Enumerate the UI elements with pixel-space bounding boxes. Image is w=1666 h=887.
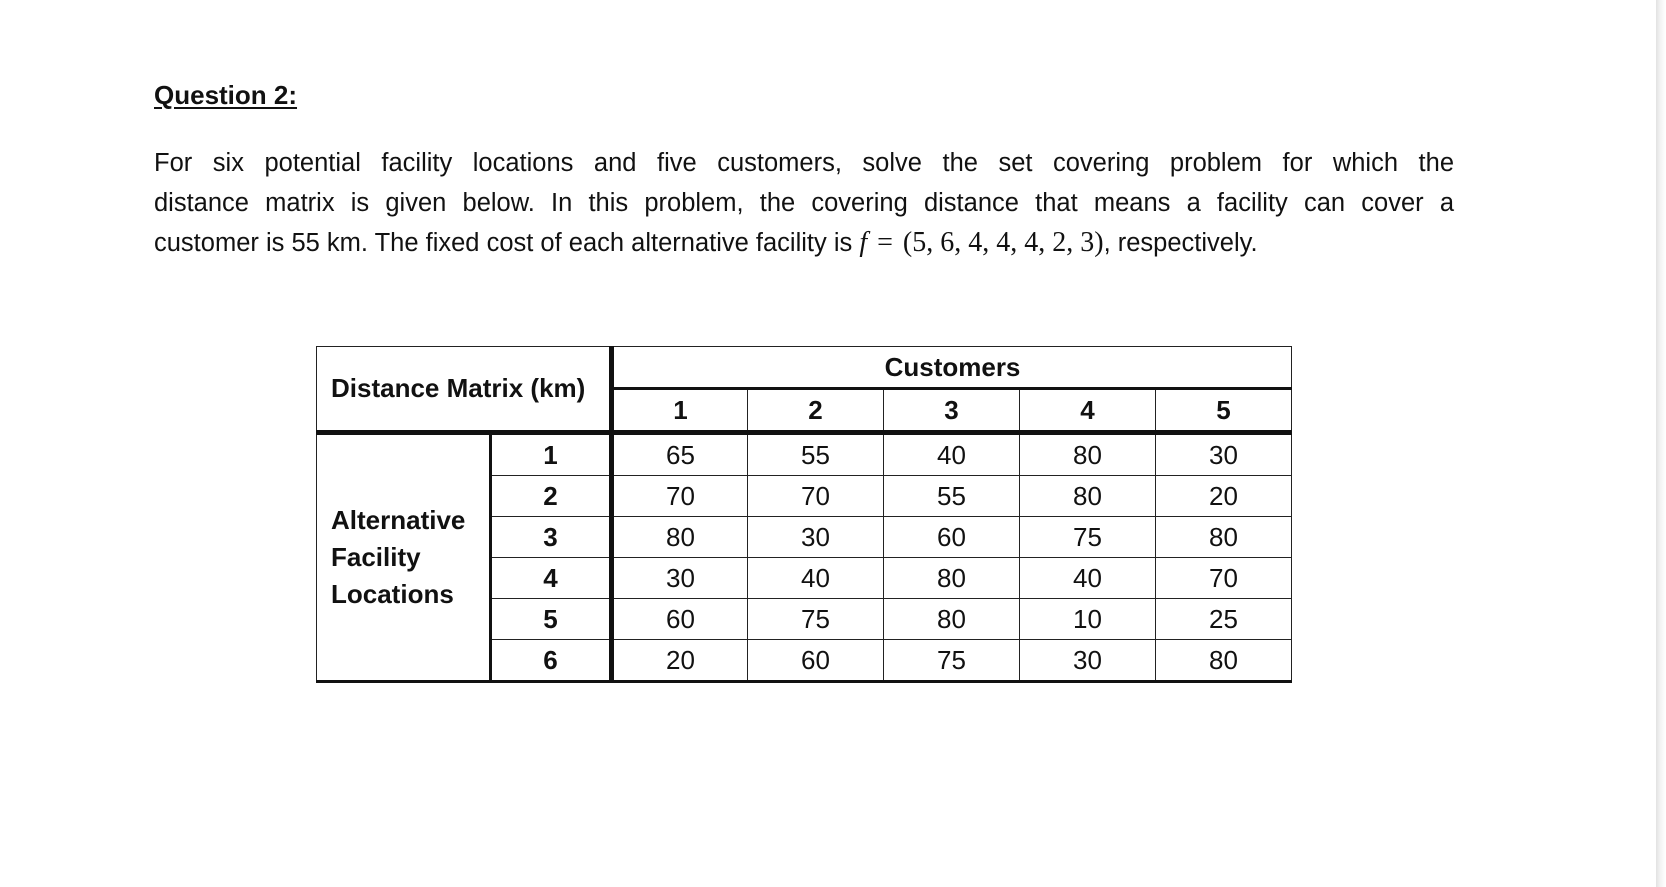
facility-id-1: 1 — [491, 433, 612, 476]
paragraph-line-3-text: customer is 55 km. The fixed cost of each alternative facility is — [154, 229, 860, 257]
distance-cell: 40 — [748, 558, 884, 599]
math-vector: (5, 6, 4, 4, 4, 2, 3) — [902, 227, 1104, 258]
distance-cell: 70 — [748, 476, 884, 517]
table-row — [317, 433, 1292, 476]
facility-id-2: 2 — [491, 476, 612, 517]
row-group-label-word: Locations — [331, 579, 454, 609]
question-paragraph — [154, 143, 1454, 263]
distance-cell: 25 — [1156, 599, 1292, 640]
distance-cell: 10 — [1020, 599, 1156, 640]
question-heading: Question 2: — [154, 80, 298, 110]
paragraph-line-3-end: , respectively. — [1103, 229, 1258, 257]
facility-id-3: 3 — [491, 517, 612, 558]
matrix-corner-label: Distance Matrix (km) — [317, 347, 612, 433]
paragraph-line-3 — [154, 223, 1454, 263]
distance-cell: 60 — [884, 517, 1020, 558]
distance-cell: 75 — [748, 599, 884, 640]
facility-id-6: 6 — [491, 640, 612, 682]
customer-id-2: 2 — [748, 389, 884, 433]
distance-cell: 65 — [612, 433, 748, 476]
distance-cell: 75 — [1020, 517, 1156, 558]
matrix-body — [317, 347, 1292, 682]
distance-cell: 55 — [884, 476, 1020, 517]
distance-matrix-table — [316, 346, 1292, 683]
distance-cell: 80 — [1020, 433, 1156, 476]
distance-cell: 30 — [1020, 640, 1156, 682]
page-edge-shadow — [1656, 0, 1666, 887]
paragraph-line-2: distance matrix is given below. In this problem, the covering distance that means a facility can cover a — [154, 189, 1454, 217]
math-equals: = — [877, 227, 893, 258]
distance-cell: 20 — [1156, 476, 1292, 517]
distance-cell: 80 — [1020, 476, 1156, 517]
customer-id-5: 5 — [1156, 389, 1292, 433]
paragraph-line-1: For six potential facility locations and five customers, solve the set covering problem for which the — [154, 149, 1454, 177]
distance-cell: 40 — [884, 433, 1020, 476]
distance-cell: 80 — [884, 599, 1020, 640]
distance-cell: 30 — [1156, 433, 1292, 476]
distance-cell: 80 — [884, 558, 1020, 599]
row-group-label-word: Facility — [331, 542, 421, 572]
distance-cell: 30 — [612, 558, 748, 599]
customers-header: Customers — [612, 347, 1292, 389]
distance-cell: 80 — [612, 517, 748, 558]
row-group-label-word: Alternative — [331, 505, 466, 535]
customer-id-4: 4 — [1020, 389, 1156, 433]
customer-id-3: 3 — [884, 389, 1020, 433]
distance-cell: 70 — [1156, 558, 1292, 599]
distance-cell: 60 — [612, 599, 748, 640]
fixed-cost-formula — [859, 227, 1103, 258]
customer-id-1: 1 — [612, 389, 748, 433]
distance-cell: 60 — [748, 640, 884, 682]
facility-id-4: 4 — [491, 558, 612, 599]
distance-cell: 30 — [748, 517, 884, 558]
distance-cell: 40 — [1020, 558, 1156, 599]
distance-cell: 75 — [884, 640, 1020, 682]
distance-cell: 80 — [1156, 517, 1292, 558]
math-symbol-f: f — [859, 227, 868, 258]
distance-cell: 55 — [748, 433, 884, 476]
facility-id-5: 5 — [491, 599, 612, 640]
distance-cell: 20 — [612, 640, 748, 682]
header-row-customers — [317, 347, 1292, 389]
row-group-label — [317, 433, 491, 682]
distance-cell: 80 — [1156, 640, 1292, 682]
distance-cell: 70 — [612, 476, 748, 517]
